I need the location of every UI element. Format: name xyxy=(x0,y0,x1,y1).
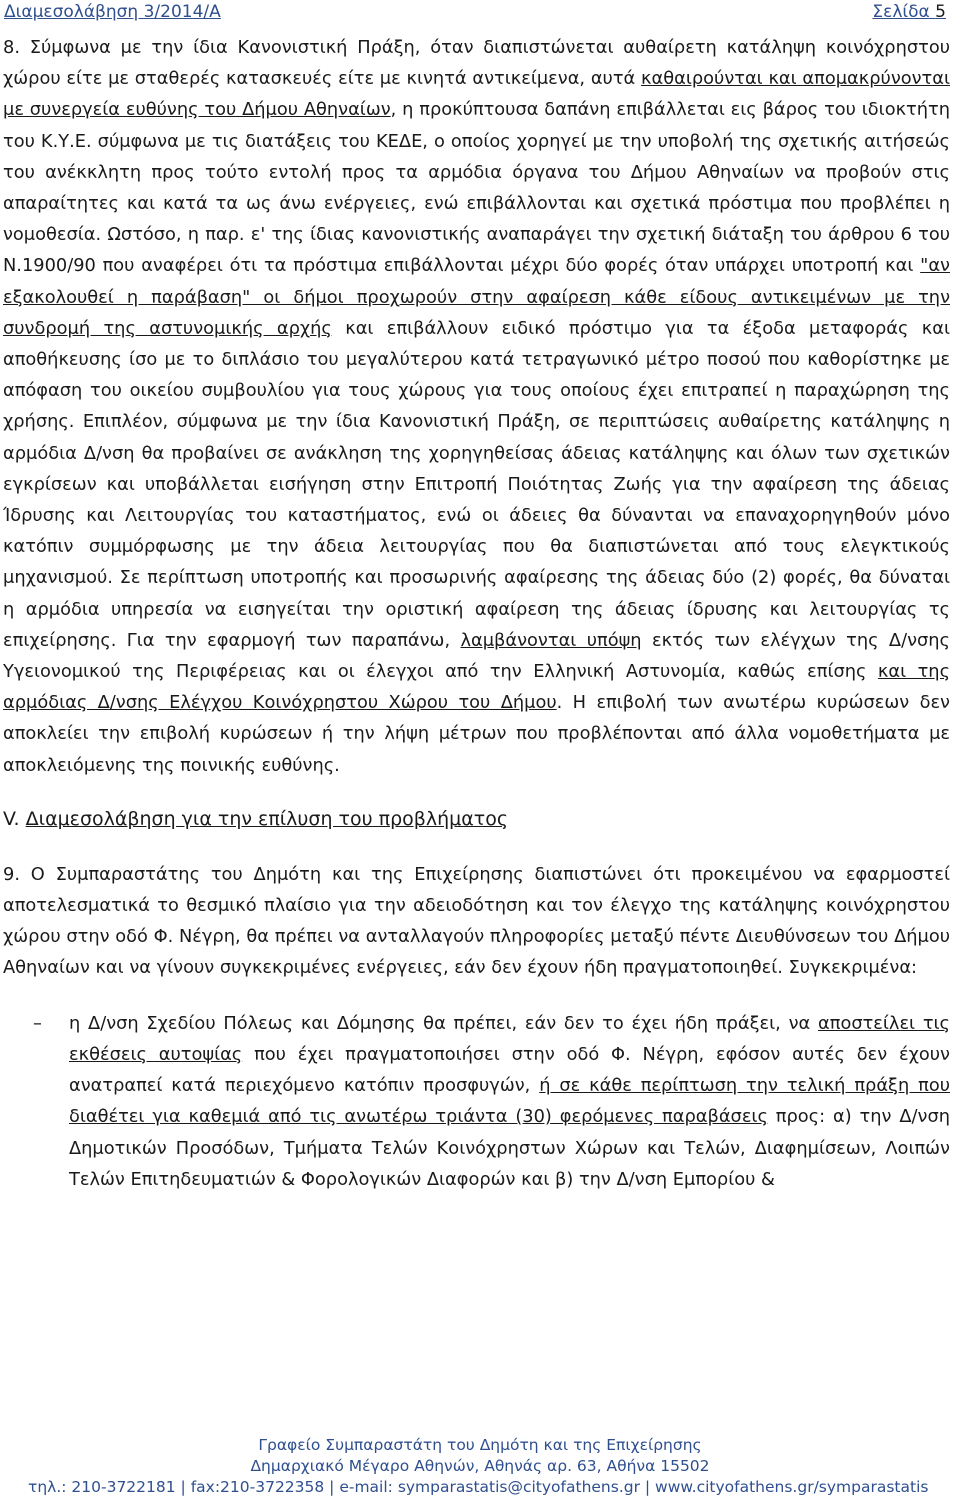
text-run: η Δ/νση Σχεδίου Πόλεως και Δόμησης θα πρέπει, εάν δεν το έχει ήδη πράξει, να xyxy=(69,1012,819,1034)
underlined-text: "αν εξακολουθεί η παράβαση" οι δήμοι προχωρούν στην αφαίρεση κάθε είδους αντικειμένων με την συνδρομή της αστυνομικής αρχής xyxy=(3,255,950,339)
paragraph-9: 9. Ο Συμπαραστάτης του Δημότη και της Επιχείρησης διαπιστώνει ότι προκειμένου να εφαρμοστεί αποτελεσματικά το θεσμικό πλαίσιο για την αδειοδότηση και τον έλεγχο της κατάληψης κοινόχρηστου χώρου στην οδό Φ. Νέγρη, θα πρέπει να ανταλλαγούν πληροφορίες μεταξύ πέντε Διευθύνσεων του Δήμου Αθηναίων και να γίνουν συγκεκριμένες ενέργειες, εάν δεν έχουν ήδη πραγματοποιηθεί. Συγκεκριμένα: xyxy=(3,863,950,979)
text-run: , η προκύπτουσα δαπάνη επιβάλλεται εις βάρος του ιδιοκτήτη του Κ.Υ.Ε. σύμφωνα με τις διατάξεις του ΚΕΔΕ, ο οποίος χορηγεί με την υποβολή της σχετικής αιτήσεώς του ανέκκλητη προς τούτο εντολή προς τα αρμόδια όργανα του Δήμου Αθηναίων να προβούν στις απαραίτητες και κατά τα ως άνω ενέργειες, ενώ επιβάλλονται και σχετικά πρόστιμα που προβλέπει η νομοθεσία. Ωστόσο, η παρ. ε' της ίδιας κανονιστικής αναπαράγει την σχετική διάταξη του άρθρου 6 του Ν.1900/90 που αναφέρει ότι τα πρόστιμα επιβάλλονται μέχρι δύο φορές όταν υπάρχει υποτροπή και xyxy=(3,99,951,277)
document-body xyxy=(3,32,950,1195)
list-item xyxy=(3,1008,950,1195)
footer-contact: τηλ.: 210-3722181 | fax:210-3722358 | e-mail: symparastatis@cityofathens.gr | www.cityofathens.gr/symparastatis xyxy=(28,1478,929,1496)
text-run: εκτός των ελέγχων της Δ/νσης Υγειονομικού της Περιφέρειας και οι έλεγχοι από την Ελληνική Αστυνομία, καθώς επίσης xyxy=(3,629,950,683)
page-header xyxy=(0,2,960,30)
underlined-text: ή σε κάθε περίπτωση την τελική πράξη που διαθέτει για καθεμιά από τις ανωτέρω τριάντα (30) φερόμενες παραβάσεις xyxy=(69,1075,950,1128)
page-number-value: 5 xyxy=(935,2,946,22)
underlined-text: καθαιρούνται και απομακρύνονται με συνεργεία ευθύνης του Δήμου Αθηναίων xyxy=(3,68,951,121)
page-footer xyxy=(0,1435,960,1498)
text-run: . Η επιβολή των ανωτέρω κυρώσεων δεν αποκλείει την επιβολή κυρώσεων ή την λήψη μέτρων που προβλέπονται από άλλα νομοθετήματα με αποκλειόμενης της ποινικής ευθύνης. xyxy=(3,692,950,776)
paragraph-8 xyxy=(3,32,950,781)
section-title: Διαμεσολάβηση για την επίλυση του προβλήματος xyxy=(25,807,509,830)
section-heading xyxy=(3,803,950,835)
text-run: 8. Σύμφωνα με την ίδια Κανονιστική Πράξη, όταν διαπιστώνεται αυθαίρετη κατάληψη κοινόχρηστου χώρου είτε με σταθερές κατασκευές είτε με κινητά αντικείμενα, αυτά xyxy=(3,37,950,90)
footer-office: Γραφείο Συμπαραστάτη του Δημότη και της Επιχείρησης xyxy=(258,1436,702,1454)
footer-address: Δημαρχιακό Μέγαρο Αθηνών, Αθηνάς αρ. 63, Αθήνα 15502 xyxy=(250,1457,710,1475)
text-run: και επιβάλλουν ειδικό πρόστιμο για τα έξοδα μεταφοράς και αποθήκευσης ίσο με το διπλάσιο του μεγαλύτερου κατά τετραγωνικό μέτρο ποσού που καθορίστηκε με απόφαση του οικείου συμβουλίου για τους χώρους για τους οποίους έχει επιτραπεί η παραχώρηση της χρήσης. Επιπλέον, σύμφωνα με την ίδια Κανονιστική Πράξη, σε περιπτώσεις αυθαίρετης κατάληψης η αρμόδια Δ/νση θα προβαίνει σε ανάκληση της χορηγηθείσας άδειας κατάληψης και όλων των σχετικών εγκρίσεων και υποβάλλεται εισήγηση στην Επιτροπή Ποιότητας Ζωής για την αφαίρεση της άδειας Ίδρυσης και Λειτουργίας του καταστήματος, ενώ οι άδειες θα δύνανται να επαναχορηγηθούν μόνο κατόπιν συμμόρφωσης με την άδεια λειτουργίας που θα διαπιστώνεται από τους ελεγκτικούς μηχανισμού. Σε περίπτωση υποτροπής και προσωρινής αφαίρεσης της άδειας δύο (2) φορές, θα δύναται η αρμόδια υπηρεσία να εισηγείται την οριστική αφαίρεση της άδειας ίδρυσης και λειτουργίας τς επιχείρησης. Για την εφαρμογή των παραπάνω, xyxy=(3,317,951,651)
text-run: προς: α) την Δ/νση Δημοτικών Προσόδων, Τμήματα Τελών Κοινόχρηστων Χώρων και Τελών, Διαφημίσεων, Λοιπών Τελών Επιτηδευματιών & Φορολογικών Διαφορών και β) την Δ/νση Εμπορίου & xyxy=(69,1106,950,1190)
document-reference: Διαμεσολάβηση 3/2014/Α xyxy=(4,2,221,22)
section-number: V. xyxy=(3,807,20,830)
dash-bullet-icon: – xyxy=(33,1012,42,1034)
page-number xyxy=(872,2,946,22)
underlined-text: αποστείλει τις εκθέσεις αυτοψίας xyxy=(69,1012,950,1065)
text-run: που έχει πραγματοποιήσει στην οδό Φ. Νέγρη, εφόσον αυτές δεν έχουν ανατραπεί κατά περιεχόμενο κατόπιν προσφυγών, xyxy=(69,1043,950,1097)
page-label: Σελίδα xyxy=(872,2,930,22)
underlined-text: λαμβάνονται υπόψη xyxy=(460,629,642,651)
underlined-text: και της αρμόδιας Δ/νσης Ελέγχου Κοινόχρηστου Χώρου του Δήμου xyxy=(3,661,951,714)
